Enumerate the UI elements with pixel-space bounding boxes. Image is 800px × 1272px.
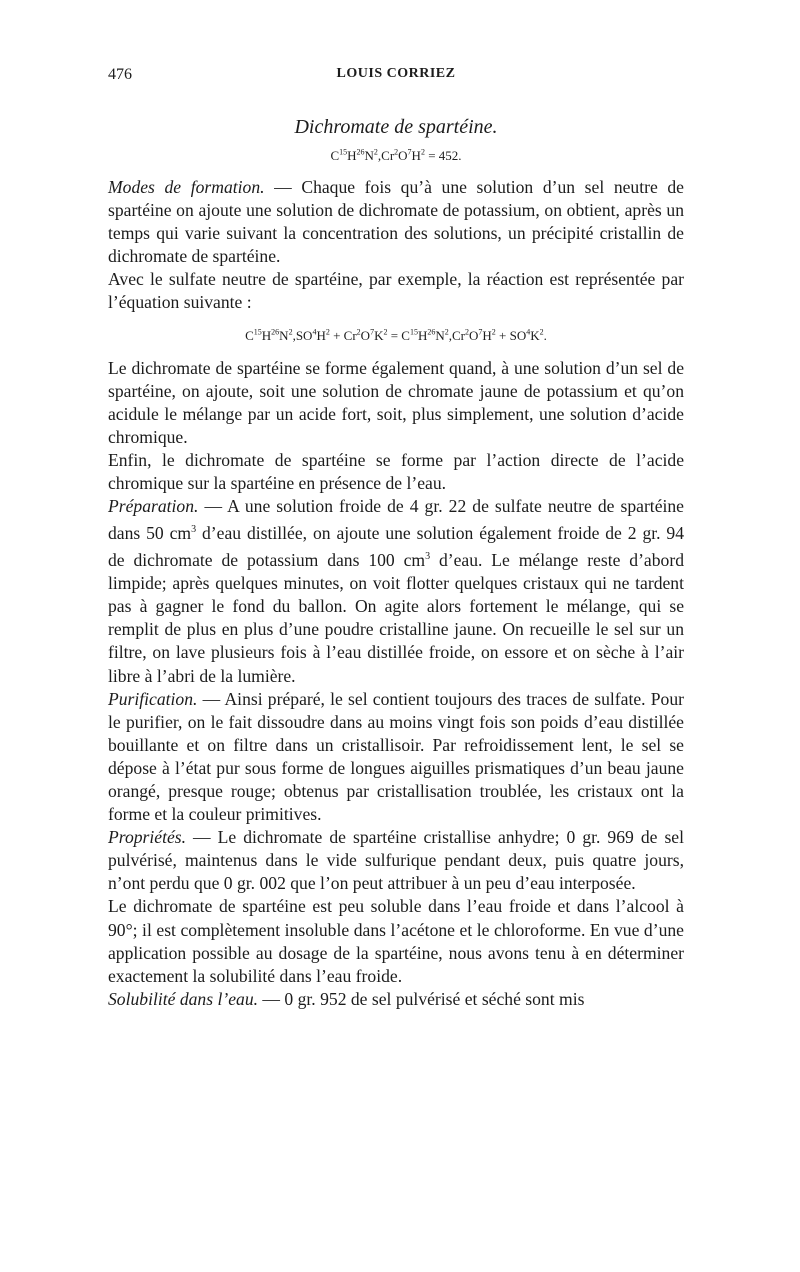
modes-label: Modes de formation.: [108, 177, 265, 197]
paragraph-purification: Purification. — Ainsi préparé, le sel contient toujours des traces de sulfate. Pour le purifier, on le fait dissoudre dans au moins vingt fois son poids d’eau distillée bouillante et on filtre dans un cristallisoir. Par refroidissement lent, le sel se dépose à l’état pur sous forme de longues aiguilles prismatiques d’un beau jaune orangé, presque rouge; obtenus par cristallisation troublée, les cristaux ont la forme et la couleur primitives.: [108, 688, 684, 825]
running-title: LOUIS CORRIEZ: [336, 66, 456, 81]
paragraph-modes-de-formation: Modes de formation. — Chaque fois qu’à une solution d’un sel neutre de spartéine on ajoute une solution de dichromate de potassium, on obtient, après un temps qui varie suivant la concentration des solutions, un précipité cristallin de dichromate de spartéine.: [108, 177, 684, 267]
paragraph-enfin: Enfin, le dichromate de spartéine se forme par l’action directe de l’acide chromique sur la spartéine en présence de l’eau.: [108, 449, 684, 494]
purification-label: Purification.: [108, 688, 198, 709]
proprietes-label: Propriétés.: [108, 827, 187, 848]
page-number: 476: [108, 66, 132, 83]
paragraph-chromate: Le dichromate de spartéine se forme également quand, à une solution d’un sel de spartéine, on ajoute, soit une solution de chromate jaune de potassium et qu’on acidule le mélange par un acide fort, soit, plus simplement, une solution d’acide chromique.: [108, 357, 684, 447]
paragraph-solubilite-eau: Solubilité dans l’eau. — 0 gr. 952 de sel pulvérisé et séché sont mis: [108, 988, 585, 1009]
running-head: [108, 66, 684, 90]
paragraph-solubilite: Le dichromate de spartéine est peu soluble dans l’eau froide et dans l’alcool à 90°; il est complètement insoluble dans l’acétone et le chloroforme. En vue d’une application possible au dosage de la spartéine, nous avons tenu à en déterminer exactement la solubilité dans l’eau froide.: [108, 896, 684, 986]
solubilite-eau-label: Solubilité dans l’eau.: [108, 988, 259, 1009]
paragraph-sulfate: Avec le sulfate neutre de spartéine, par exemple, la réaction est représentée par l’équation suivante :: [108, 269, 684, 313]
paragraph-proprietes: Propriétés. — Le dichromate de spartéine cristallise anhydre; 0 gr. 969 de sel pulvérisé, maintenus dans le vide sulfurique pendant deux, puis quatre jours, n’ont perdu que 0 gr. 002 que l’on peut attribuer à un peu d’eau interposée.: [108, 827, 684, 894]
paragraph-preparation: Préparation. — A une solution froide de 4 gr. 22 de sulfate neutre de spartéine dans 50 $cm^3$ d’eau distillée, on ajoute une solution également froide de 2 gr. 94 de dichromate de potassium dans 100 $cm^3$ d’eau. Le mélange reste d’abord limpide; après quelques minutes, on voit flotter quelques cristaux qui ne tardent pas à gagner le fond du ballon. On agite alors fortement le mélange, qui se remplit de plus en plus d’une poudre cristalline jaune. On recueille le sel sur un filtre, on lave plusieurs fois à l’eau distillée froide, on essore et on sèche à l’air libre à l’abri de la lumière.: [108, 496, 685, 686]
preparation-label: Préparation.: [108, 496, 199, 517]
reaction-equation: $C^{15}H^{26}N^2,SO^4H^2 + Cr^2O^7K^2 = C^{15}H^{26}N^2,Cr^2O^7H^2 + SO^4K^2$.: [245, 327, 547, 343]
section-title: Dichromate de spartéine.: [294, 116, 498, 138]
molecular-formula: $C^{15}H^{26}N^2,Cr^2O^7H^2 = 452$.: [330, 147, 462, 163]
book-page: [108, 66, 684, 1011]
